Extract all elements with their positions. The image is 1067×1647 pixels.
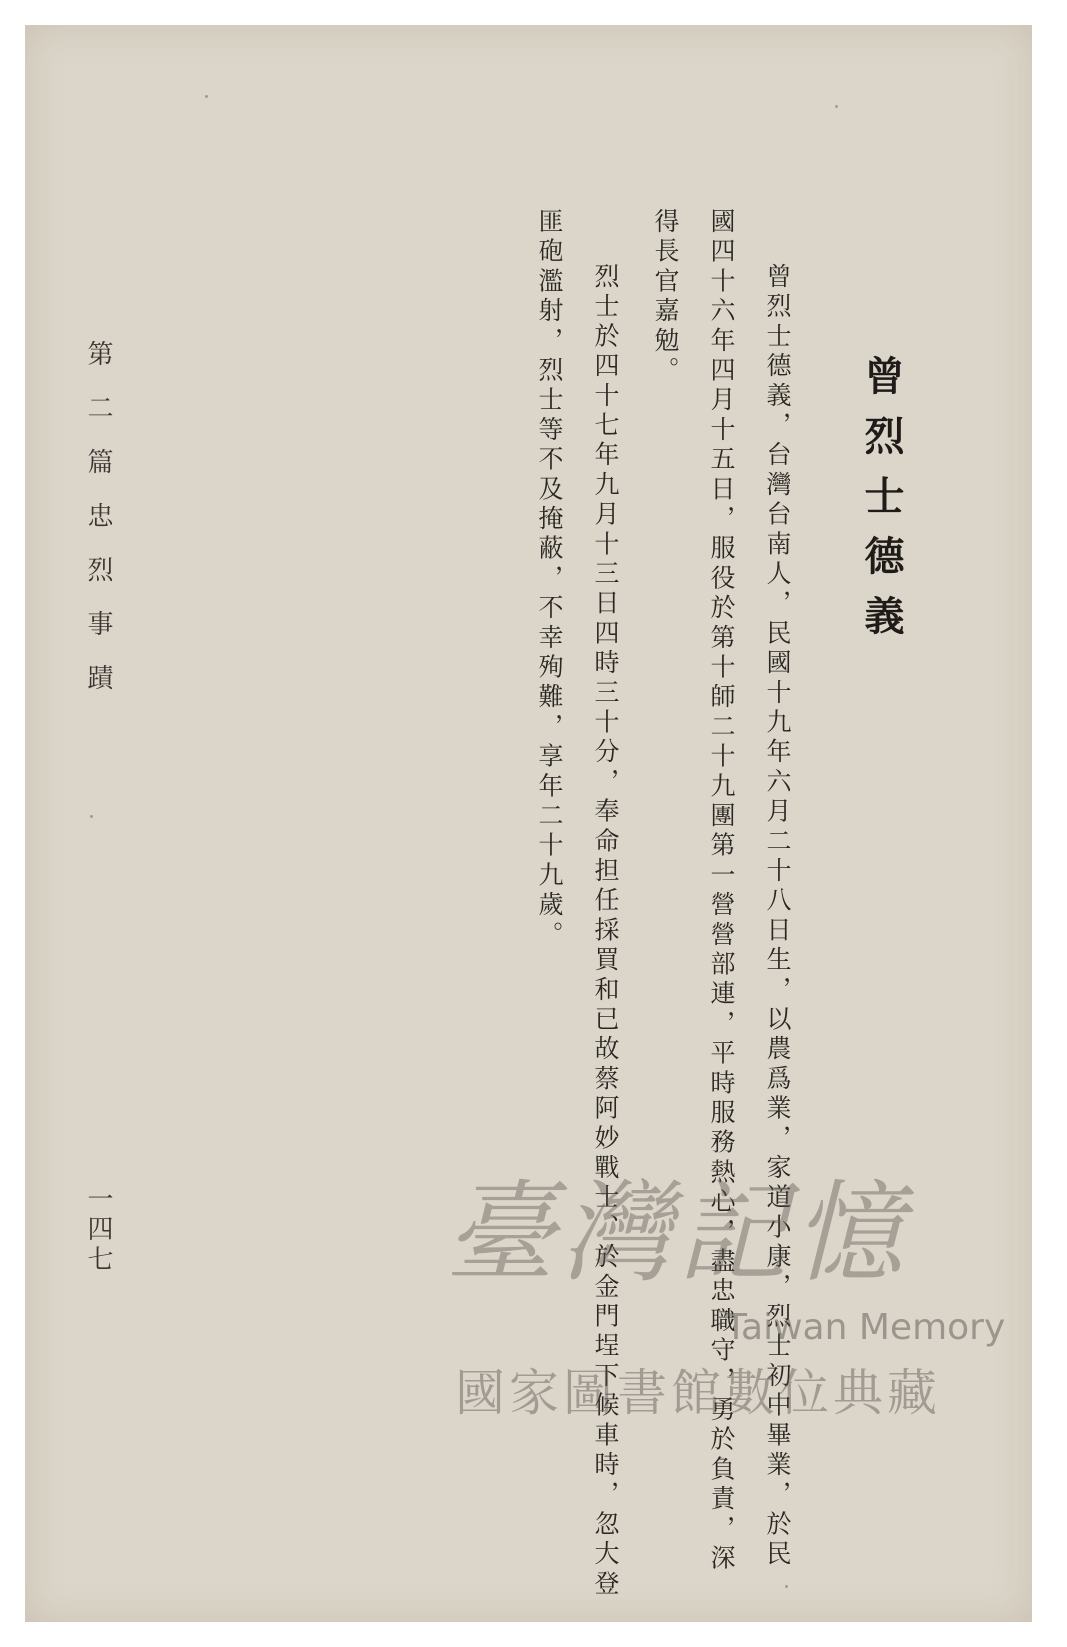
paper-speck xyxy=(835,105,838,108)
paragraph-column: 烈士於四十七年九月十三日四時三十分，奉命担任採買和已故蔡阿妙戰士、於金門埕下候車時，忽大登 xyxy=(591,263,620,1600)
paragraph-column: 得長官嘉勉。 xyxy=(651,208,680,387)
watermark-script: 臺灣記憶 xyxy=(445,1169,909,1297)
paper-speck xyxy=(205,95,208,98)
watermark-latin: Taiwan Memory xyxy=(725,1307,1006,1348)
page-number: 一四七 xyxy=(83,1185,113,1275)
chapter-heading: 第二篇忠烈事蹟 xyxy=(83,340,113,718)
paper-speck xyxy=(785,1585,788,1588)
paper-speck xyxy=(715,1505,718,1508)
book-page xyxy=(25,25,1032,1622)
paragraph-column: 匪砲濫射，烈士等不及掩蔽，不幸殉難，享年二十九歲。 xyxy=(535,208,564,951)
article-title: 曾烈士德義 xyxy=(858,355,905,655)
paragraph-column: 國四十六年四月十五日，服役於第十師二十九團第一營營部連，平時服務熱心，盡忠職守，勇於負責，深 xyxy=(707,208,736,1575)
paper-speck xyxy=(90,815,93,818)
paragraph-column: 曾烈士德義，台灣台南人，民國十九年六月二十八日生，以農爲業，家道小康，烈士初中畢業，於民 xyxy=(763,263,792,1570)
watermark-organization: 國家圖書館數位典藏 xyxy=(455,1364,941,1422)
